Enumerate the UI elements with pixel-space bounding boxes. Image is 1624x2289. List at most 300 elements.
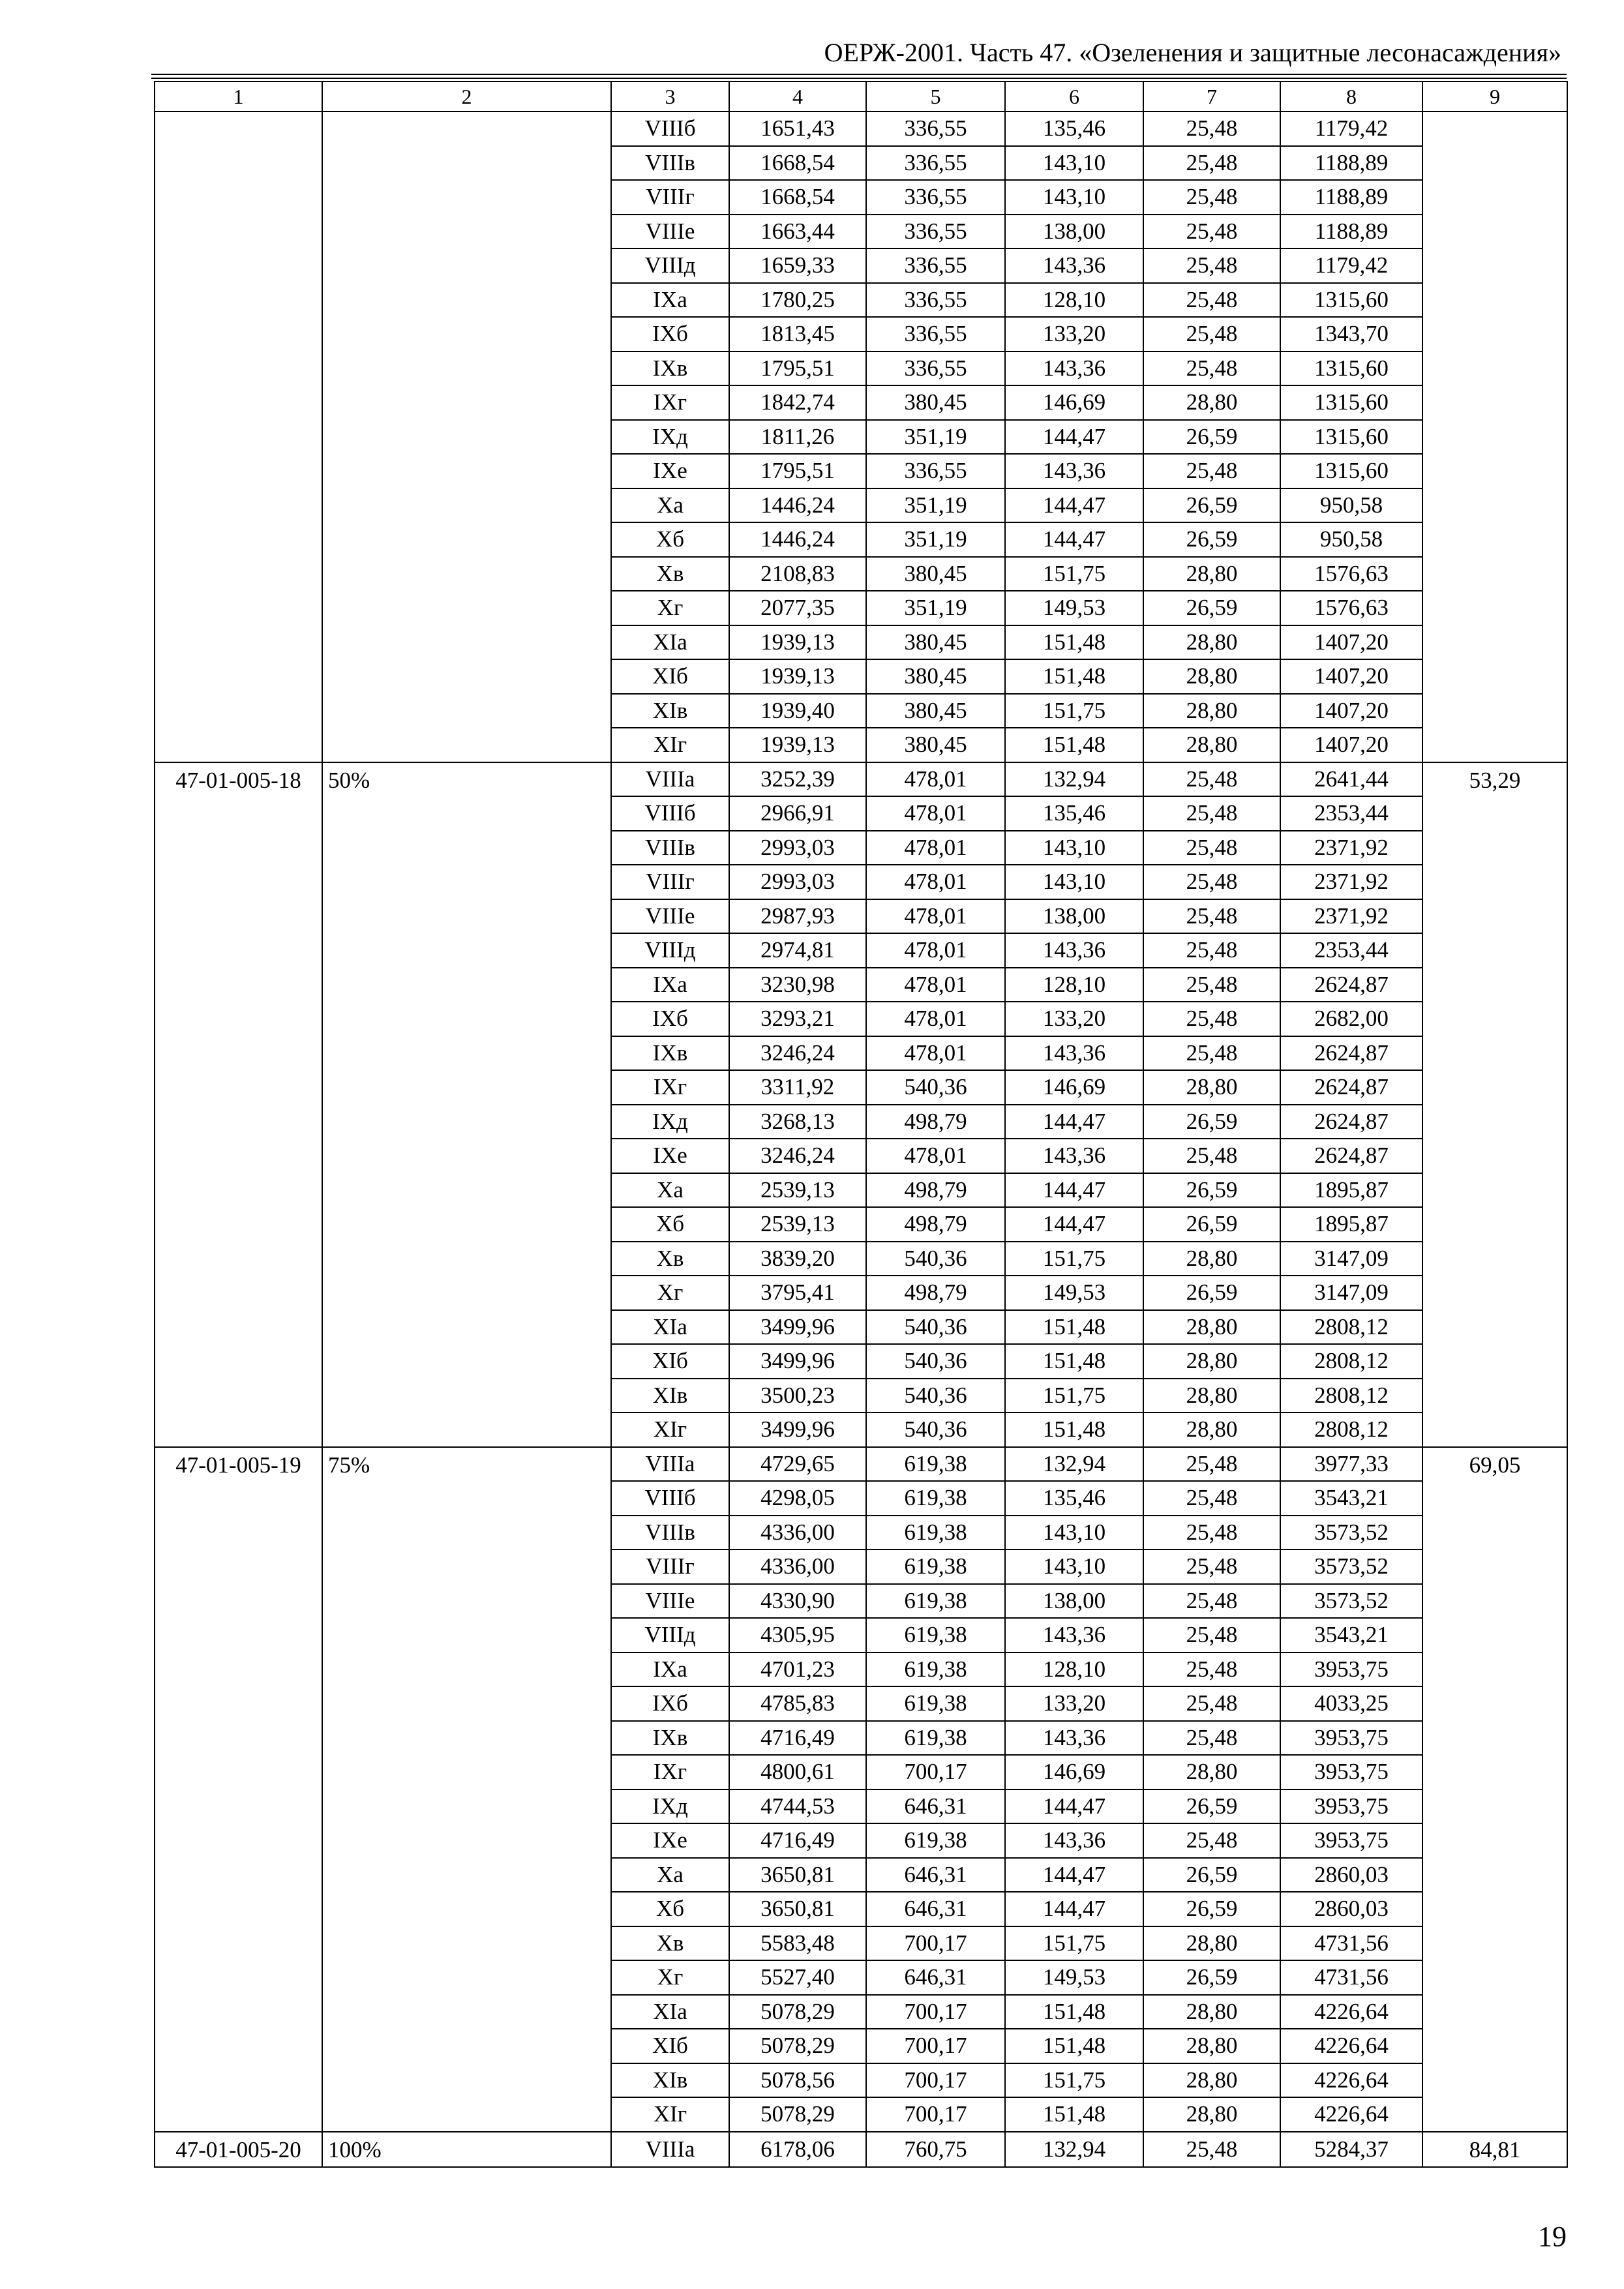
operator-wages-cell: 25,48 [1143, 1002, 1280, 1036]
total-cost-cell: 1939,40 [729, 694, 866, 728]
total-cost-cell: 1668,54 [729, 146, 866, 181]
machine-cost-cell: 151,48 [1005, 728, 1143, 762]
machine-cost-cell: 144,47 [1005, 1858, 1143, 1893]
materials-cost-cell: 4033,25 [1280, 1686, 1422, 1721]
wages-cell: 478,01 [866, 865, 1005, 899]
total-cost-cell: 3650,81 [729, 1892, 866, 1926]
wages-cell: 478,01 [866, 899, 1005, 934]
total-cost-cell: 4330,90 [729, 1584, 866, 1619]
machine-cost-cell: 151,48 [1005, 2029, 1143, 2063]
operator-wages-cell: 25,48 [1143, 1516, 1280, 1550]
machine-cost-cell: 151,48 [1005, 1995, 1143, 2029]
operator-wages-cell: 28,80 [1143, 1755, 1280, 1789]
zone-cell: IXд [611, 1105, 729, 1139]
machine-cost-cell: 135,46 [1005, 796, 1143, 831]
total-cost-cell: 1939,13 [729, 728, 866, 762]
wages-cell: 646,31 [866, 1892, 1005, 1926]
column-number: 1 [155, 82, 322, 112]
operator-wages-cell: 25,48 [1143, 1584, 1280, 1619]
zone-cell: IXв [611, 1721, 729, 1756]
machine-cost-cell: 138,00 [1005, 215, 1143, 249]
total-cost-cell: 2539,13 [729, 1173, 866, 1208]
machine-cost-cell: 132,94 [1005, 1447, 1143, 1482]
total-cost-cell: 3293,21 [729, 1002, 866, 1036]
wages-cell: 619,38 [866, 1721, 1005, 1756]
wages-cell: 540,36 [866, 1310, 1005, 1345]
zone-cell: XIв [611, 694, 729, 728]
total-cost-cell: 1795,51 [729, 454, 866, 488]
materials-cost-cell: 950,58 [1280, 488, 1422, 523]
total-cost-cell: 4729,65 [729, 1447, 866, 1482]
zone-cell: VIIIг [611, 180, 729, 215]
zone-cell: VIIIе [611, 899, 729, 934]
total-cost-cell: 2993,03 [729, 865, 866, 899]
materials-cost-cell: 2624,87 [1280, 1139, 1422, 1173]
wages-cell: 700,17 [866, 1755, 1005, 1789]
labor-cost-cell: 53,29 [1422, 762, 1567, 1447]
wages-cell: 380,45 [866, 728, 1005, 762]
operator-wages-cell: 25,48 [1143, 933, 1280, 968]
total-cost-cell: 2108,83 [729, 557, 866, 591]
table-row [155, 112, 1567, 146]
total-cost-cell: 1663,44 [729, 215, 866, 249]
machine-cost-cell: 144,47 [1005, 522, 1143, 557]
total-cost-cell: 3499,96 [729, 1413, 866, 1447]
wages-cell: 478,01 [866, 933, 1005, 968]
machine-cost-cell: 132,94 [1005, 2132, 1143, 2168]
operator-wages-cell: 28,80 [1143, 1926, 1280, 1961]
operator-wages-cell: 26,59 [1143, 1173, 1280, 1208]
zone-cell: VIIIв [611, 146, 729, 181]
wages-cell: 498,79 [866, 1276, 1005, 1310]
zone-cell: VIIIа [611, 1447, 729, 1482]
machine-cost-cell: 149,53 [1005, 591, 1143, 625]
wages-cell: 700,17 [866, 1926, 1005, 1961]
materials-cost-cell: 1407,20 [1280, 625, 1422, 660]
zone-cell: VIIIд [611, 248, 729, 283]
materials-cost-cell: 2860,03 [1280, 1858, 1422, 1893]
total-cost-cell: 4800,61 [729, 1755, 866, 1789]
materials-cost-cell: 1407,20 [1280, 659, 1422, 694]
table-body [155, 82, 1567, 2167]
operator-wages-cell: 25,48 [1143, 180, 1280, 215]
wages-cell: 540,36 [866, 1413, 1005, 1447]
machine-cost-cell: 144,47 [1005, 1105, 1143, 1139]
zone-cell: XIа [611, 1310, 729, 1345]
total-cost-cell: 4785,83 [729, 1686, 866, 1721]
machine-cost-cell: 132,94 [1005, 762, 1143, 797]
machine-cost-cell: 144,47 [1005, 1892, 1143, 1926]
operator-wages-cell: 28,80 [1143, 728, 1280, 762]
total-cost-cell: 4336,00 [729, 1516, 866, 1550]
total-cost-cell: 1842,74 [729, 385, 866, 420]
materials-cost-cell: 1179,42 [1280, 112, 1422, 146]
wages-cell: 351,19 [866, 488, 1005, 523]
operator-wages-cell: 25,48 [1143, 1036, 1280, 1071]
materials-cost-cell: 1315,60 [1280, 352, 1422, 386]
zone-cell: IXб [611, 1686, 729, 1721]
materials-cost-cell: 2371,92 [1280, 899, 1422, 934]
materials-cost-cell: 1188,89 [1280, 146, 1422, 181]
operator-wages-cell: 26,59 [1143, 1960, 1280, 1995]
zone-cell: VIIIа [611, 762, 729, 797]
total-cost-cell: 5527,40 [729, 1960, 866, 1995]
materials-cost-cell: 4731,56 [1280, 1926, 1422, 1961]
materials-cost-cell: 3953,75 [1280, 1653, 1422, 1687]
total-cost-cell: 1659,33 [729, 248, 866, 283]
zone-cell: XIа [611, 1995, 729, 2029]
materials-cost-cell: 3977,33 [1280, 1447, 1422, 1482]
total-cost-cell: 5078,29 [729, 2029, 866, 2063]
machine-cost-cell: 143,36 [1005, 1618, 1143, 1653]
operator-wages-cell: 25,48 [1143, 317, 1280, 352]
zone-cell: IXг [611, 1070, 729, 1105]
zone-cell: VIIIб [611, 796, 729, 831]
zone-cell: XIб [611, 659, 729, 694]
zone-cell: VIIIг [611, 865, 729, 899]
wages-cell: 619,38 [866, 1823, 1005, 1858]
column-number: 2 [322, 82, 611, 112]
wages-cell: 646,31 [866, 1789, 1005, 1824]
wages-cell: 478,01 [866, 1139, 1005, 1173]
zone-cell: VIIIе [611, 215, 729, 249]
machine-cost-cell: 144,47 [1005, 1207, 1143, 1242]
operator-wages-cell: 25,48 [1143, 968, 1280, 1002]
wages-cell: 498,79 [866, 1105, 1005, 1139]
operator-wages-cell: 25,48 [1143, 146, 1280, 181]
rate-parameter-cell: 100% [322, 2132, 611, 2168]
materials-cost-cell: 2624,87 [1280, 1105, 1422, 1139]
total-cost-cell: 2993,03 [729, 831, 866, 865]
machine-cost-cell: 151,48 [1005, 1310, 1143, 1345]
wages-cell: 540,36 [866, 1242, 1005, 1276]
wages-cell: 619,38 [866, 1447, 1005, 1482]
machine-cost-cell: 146,69 [1005, 1755, 1143, 1789]
materials-cost-cell: 2624,87 [1280, 1070, 1422, 1105]
zone-cell: IXе [611, 1139, 729, 1173]
operator-wages-cell: 26,59 [1143, 420, 1280, 455]
header-rule [151, 74, 1567, 79]
table-row [155, 1447, 1567, 1482]
total-cost-cell: 3246,24 [729, 1036, 866, 1071]
operator-wages-cell: 28,80 [1143, 2097, 1280, 2132]
materials-cost-cell: 3953,75 [1280, 1755, 1422, 1789]
machine-cost-cell: 144,47 [1005, 420, 1143, 455]
total-cost-cell: 1939,13 [729, 659, 866, 694]
machine-cost-cell: 143,36 [1005, 1721, 1143, 1756]
total-cost-cell: 1795,51 [729, 352, 866, 386]
operator-wages-cell: 25,48 [1143, 762, 1280, 797]
total-cost-cell: 4701,23 [729, 1653, 866, 1687]
materials-cost-cell: 3573,52 [1280, 1516, 1422, 1550]
zone-cell: XIа [611, 625, 729, 660]
operator-wages-cell: 28,80 [1143, 694, 1280, 728]
zone-cell: Xб [611, 522, 729, 557]
zone-cell: Xа [611, 1173, 729, 1208]
operator-wages-cell: 28,80 [1143, 2063, 1280, 2098]
wages-cell: 498,79 [866, 1207, 1005, 1242]
column-number: 7 [1143, 82, 1280, 112]
zone-cell: Xа [611, 488, 729, 523]
wages-cell: 646,31 [866, 1960, 1005, 1995]
machine-cost-cell: 133,20 [1005, 317, 1143, 352]
machine-cost-cell: 143,10 [1005, 180, 1143, 215]
total-cost-cell: 3230,98 [729, 968, 866, 1002]
total-cost-cell: 1446,24 [729, 488, 866, 523]
materials-cost-cell: 4226,64 [1280, 2029, 1422, 2063]
materials-cost-cell: 1407,20 [1280, 728, 1422, 762]
table-row [155, 2132, 1567, 2168]
operator-wages-cell: 25,48 [1143, 112, 1280, 146]
total-cost-cell: 3650,81 [729, 1858, 866, 1893]
machine-cost-cell: 151,48 [1005, 1413, 1143, 1447]
wages-cell: 700,17 [866, 2029, 1005, 2063]
total-cost-cell: 4716,49 [729, 1721, 866, 1756]
zone-cell: IXа [611, 968, 729, 1002]
machine-cost-cell: 144,47 [1005, 1173, 1143, 1208]
materials-cost-cell: 4226,64 [1280, 1995, 1422, 2029]
materials-cost-cell: 1576,63 [1280, 591, 1422, 625]
total-cost-cell: 3252,39 [729, 762, 866, 797]
machine-cost-cell: 143,10 [1005, 831, 1143, 865]
materials-cost-cell: 1179,42 [1280, 248, 1422, 283]
operator-wages-cell: 25,48 [1143, 1653, 1280, 1687]
materials-cost-cell: 2808,12 [1280, 1379, 1422, 1413]
materials-cost-cell: 2624,87 [1280, 968, 1422, 1002]
wages-cell: 351,19 [866, 591, 1005, 625]
zone-cell: IXе [611, 454, 729, 488]
machine-cost-cell: 151,75 [1005, 1379, 1143, 1413]
labor-cost-cell: 84,81 [1422, 2132, 1567, 2168]
wages-cell: 478,01 [866, 1002, 1005, 1036]
operator-wages-cell: 28,80 [1143, 1242, 1280, 1276]
total-cost-cell: 4298,05 [729, 1481, 866, 1516]
labor-cost-cell: 69,05 [1422, 1447, 1567, 2132]
machine-cost-cell: 143,36 [1005, 1036, 1143, 1071]
materials-cost-cell: 2808,12 [1280, 1413, 1422, 1447]
operator-wages-cell: 25,48 [1143, 831, 1280, 865]
wages-cell: 380,45 [866, 659, 1005, 694]
materials-cost-cell: 1407,20 [1280, 694, 1422, 728]
wages-cell: 380,45 [866, 385, 1005, 420]
materials-cost-cell: 4731,56 [1280, 1960, 1422, 1995]
total-cost-cell: 4305,95 [729, 1618, 866, 1653]
wages-cell: 351,19 [866, 522, 1005, 557]
total-cost-cell: 1651,43 [729, 112, 866, 146]
wages-cell: 478,01 [866, 1036, 1005, 1071]
total-cost-cell: 5078,29 [729, 1995, 866, 2029]
zone-cell: XIв [611, 2063, 729, 2098]
total-cost-cell: 3795,41 [729, 1276, 866, 1310]
total-cost-cell: 5078,29 [729, 2097, 866, 2132]
wages-cell: 380,45 [866, 557, 1005, 591]
machine-cost-cell: 146,69 [1005, 1070, 1143, 1105]
rate-parameter-cell: 50% [322, 762, 611, 1447]
column-number: 6 [1005, 82, 1143, 112]
materials-cost-cell: 3543,21 [1280, 1481, 1422, 1516]
wages-cell: 336,55 [866, 317, 1005, 352]
machine-cost-cell: 143,36 [1005, 1823, 1143, 1858]
materials-cost-cell: 2682,00 [1280, 1002, 1422, 1036]
operator-wages-cell: 25,48 [1143, 215, 1280, 249]
materials-cost-cell: 3543,21 [1280, 1618, 1422, 1653]
materials-cost-cell: 3573,52 [1280, 1549, 1422, 1584]
operator-wages-cell: 25,48 [1143, 1618, 1280, 1653]
total-cost-cell: 2987,93 [729, 899, 866, 934]
total-cost-cell: 6178,06 [729, 2132, 866, 2168]
machine-cost-cell: 143,36 [1005, 352, 1143, 386]
materials-cost-cell: 3147,09 [1280, 1242, 1422, 1276]
wages-cell: 351,19 [866, 420, 1005, 455]
column-number: 5 [866, 82, 1005, 112]
materials-cost-cell: 1188,89 [1280, 180, 1422, 215]
zone-cell: XIг [611, 728, 729, 762]
rate-parameter-cell [322, 112, 611, 762]
zone-cell: Xб [611, 1207, 729, 1242]
materials-cost-cell: 1315,60 [1280, 420, 1422, 455]
column-number: 8 [1280, 82, 1422, 112]
wages-cell: 540,36 [866, 1070, 1005, 1105]
zone-cell: Xб [611, 1892, 729, 1926]
rates-table [154, 81, 1568, 2168]
labor-cost-cell [1422, 112, 1567, 762]
machine-cost-cell: 143,10 [1005, 1549, 1143, 1584]
operator-wages-cell: 25,48 [1143, 1139, 1280, 1173]
zone-cell: VIIIв [611, 831, 729, 865]
machine-cost-cell: 144,47 [1005, 488, 1143, 523]
rate-parameter-cell: 75% [322, 1447, 611, 2132]
materials-cost-cell: 3573,52 [1280, 1584, 1422, 1619]
wages-cell: 540,36 [866, 1379, 1005, 1413]
total-cost-cell: 3839,20 [729, 1242, 866, 1276]
zone-cell: Xв [611, 1242, 729, 1276]
zone-cell: IXа [611, 283, 729, 318]
operator-wages-cell: 25,48 [1143, 865, 1280, 899]
materials-cost-cell: 4226,64 [1280, 2097, 1422, 2132]
operator-wages-cell: 28,80 [1143, 1413, 1280, 1447]
column-number: 4 [729, 82, 866, 112]
operator-wages-cell: 25,48 [1143, 899, 1280, 934]
materials-cost-cell: 1315,60 [1280, 385, 1422, 420]
wages-cell: 336,55 [866, 248, 1005, 283]
materials-cost-cell: 1315,60 [1280, 283, 1422, 318]
wages-cell: 336,55 [866, 352, 1005, 386]
materials-cost-cell: 5284,37 [1280, 2132, 1422, 2168]
materials-cost-cell: 1895,87 [1280, 1207, 1422, 1242]
zone-cell: IXа [611, 1653, 729, 1687]
operator-wages-cell: 25,48 [1143, 1481, 1280, 1516]
rate-code-cell [155, 112, 322, 762]
zone-cell: IXг [611, 1755, 729, 1789]
zone-cell: Xг [611, 591, 729, 625]
zone-cell: Xа [611, 1858, 729, 1893]
wages-cell: 336,55 [866, 283, 1005, 318]
machine-cost-cell: 143,36 [1005, 1139, 1143, 1173]
operator-wages-cell: 28,80 [1143, 385, 1280, 420]
zone-cell: VIIIб [611, 112, 729, 146]
zone-cell: VIIIд [611, 933, 729, 968]
zone-cell: IXг [611, 385, 729, 420]
wages-cell: 478,01 [866, 831, 1005, 865]
machine-cost-cell: 143,10 [1005, 1516, 1143, 1550]
wages-cell: 540,36 [866, 1344, 1005, 1379]
zone-cell: Xг [611, 1276, 729, 1310]
wages-cell: 498,79 [866, 1173, 1005, 1208]
total-cost-cell: 3500,23 [729, 1379, 866, 1413]
total-cost-cell: 1668,54 [729, 180, 866, 215]
table-row [155, 762, 1567, 797]
machine-cost-cell: 135,46 [1005, 1481, 1143, 1516]
operator-wages-cell: 26,59 [1143, 1105, 1280, 1139]
machine-cost-cell: 133,20 [1005, 1002, 1143, 1036]
operator-wages-cell: 28,80 [1143, 625, 1280, 660]
rate-code-cell: 47-01-005-18 [155, 762, 322, 1447]
operator-wages-cell: 25,48 [1143, 796, 1280, 831]
machine-cost-cell: 151,75 [1005, 1926, 1143, 1961]
machine-cost-cell: 143,10 [1005, 865, 1143, 899]
wages-cell: 619,38 [866, 1481, 1005, 1516]
total-cost-cell: 3499,96 [729, 1310, 866, 1345]
operator-wages-cell: 25,48 [1143, 454, 1280, 488]
wages-cell: 700,17 [866, 1995, 1005, 2029]
materials-cost-cell: 2808,12 [1280, 1310, 1422, 1345]
wages-cell: 619,38 [866, 1653, 1005, 1687]
zone-cell: IXд [611, 1789, 729, 1824]
materials-cost-cell: 1576,63 [1280, 557, 1422, 591]
operator-wages-cell: 28,80 [1143, 1344, 1280, 1379]
machine-cost-cell: 143,36 [1005, 454, 1143, 488]
operator-wages-cell: 28,80 [1143, 1070, 1280, 1105]
total-cost-cell: 2539,13 [729, 1207, 866, 1242]
materials-cost-cell: 3953,75 [1280, 1721, 1422, 1756]
materials-cost-cell: 3953,75 [1280, 1789, 1422, 1824]
zone-cell: VIIIа [611, 2132, 729, 2168]
wages-cell: 619,38 [866, 1584, 1005, 1619]
total-cost-cell: 1446,24 [729, 522, 866, 557]
machine-cost-cell: 138,00 [1005, 899, 1143, 934]
total-cost-cell: 4336,00 [729, 1549, 866, 1584]
zone-cell: VIIIд [611, 1618, 729, 1653]
total-cost-cell: 2966,91 [729, 796, 866, 831]
operator-wages-cell: 26,59 [1143, 1789, 1280, 1824]
total-cost-cell: 3246,24 [729, 1139, 866, 1173]
operator-wages-cell: 25,48 [1143, 1721, 1280, 1756]
machine-cost-cell: 133,20 [1005, 1686, 1143, 1721]
total-cost-cell: 4744,53 [729, 1789, 866, 1824]
machine-cost-cell: 144,47 [1005, 1789, 1143, 1824]
materials-cost-cell: 3953,75 [1280, 1823, 1422, 1858]
operator-wages-cell: 26,59 [1143, 1207, 1280, 1242]
wages-cell: 619,38 [866, 1686, 1005, 1721]
wages-cell: 478,01 [866, 968, 1005, 1002]
column-number: 3 [611, 82, 729, 112]
materials-cost-cell: 1188,89 [1280, 215, 1422, 249]
operator-wages-cell: 26,59 [1143, 1892, 1280, 1926]
materials-cost-cell: 2353,44 [1280, 796, 1422, 831]
zone-cell: VIIIб [611, 1481, 729, 1516]
operator-wages-cell: 25,48 [1143, 283, 1280, 318]
wages-cell: 380,45 [866, 625, 1005, 660]
materials-cost-cell: 1343,70 [1280, 317, 1422, 352]
materials-cost-cell: 4226,64 [1280, 2063, 1422, 2098]
wages-cell: 336,55 [866, 215, 1005, 249]
operator-wages-cell: 26,59 [1143, 488, 1280, 523]
total-cost-cell: 5078,56 [729, 2063, 866, 2098]
operator-wages-cell: 28,80 [1143, 2029, 1280, 2063]
operator-wages-cell: 25,48 [1143, 1686, 1280, 1721]
total-cost-cell: 3311,92 [729, 1070, 866, 1105]
materials-cost-cell: 2371,92 [1280, 831, 1422, 865]
